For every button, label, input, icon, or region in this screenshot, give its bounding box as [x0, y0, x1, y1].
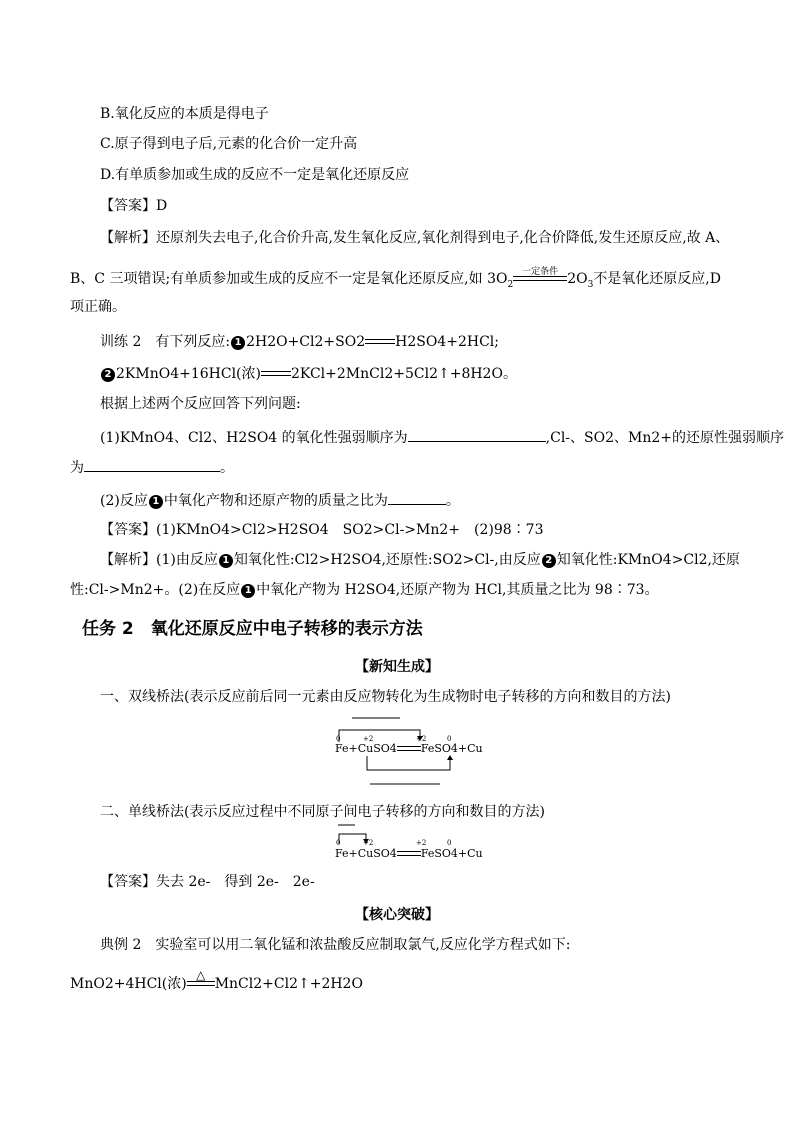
analysis-2-line2: 性:Cl->Mn2+。(2)在反应 1 中氧化产物为 H2SO4,还原产物为 HCl,其质量之比为 98∶73。: [70, 582, 659, 598]
analysis-1-line1: 【解析】还原剂失去电子,化合价升高,发生氧化反应,氧化剂得到电子,化合价降低,发生还原反应,故 A、: [100, 230, 730, 246]
answer-blank[interactable]: [408, 427, 546, 442]
double-bridge-diagram: [330, 712, 483, 790]
answer-value: D: [156, 198, 168, 214]
answer-label: 【答案】: [100, 198, 156, 214]
option-b: B.氧化反应的本质是得电子: [100, 106, 269, 122]
section-core: 【核心突破】: [355, 907, 439, 923]
oxidation-state: +2: [416, 735, 427, 743]
answer-1: [100, 197, 167, 215]
example-2-equation: MnO2+4HCl(浓) △ MnCl2+Cl2↑+2H2O: [70, 968, 363, 992]
example-2-intro: 典例 2 实验室可以用二氧化锰和浓盐酸反应制取氯气,反应化学方程式如下:: [100, 937, 571, 953]
training-2-line1: 训练 2 有下列反应: 1 2H2O+Cl2+SO2 H2SO4+2HCl;: [100, 334, 499, 350]
diagram-equation: Fe+CuSO4 FeSO4+Cu: [335, 742, 483, 755]
condition-label: 一定条件: [522, 267, 559, 277]
analysis-1-line2: B、C 三项错误;有单质参加或生成的反应不一定是氧化还原反应,如 $3O_2$ 一定条件 $2O_3$不是氧化还原反应,D: [70, 270, 721, 294]
answer-blank[interactable]: [84, 457, 220, 472]
option-c: C.原子得到电子后,元素的化合价一定升高: [100, 136, 358, 152]
oxidation-state: 0: [336, 735, 341, 743]
circled-number-2: 2: [101, 368, 115, 382]
question-1-cont: 为 。: [70, 457, 234, 477]
task-2-heading: 任务 2 氧化还原反应中电子转移的表示方法: [82, 619, 423, 639]
analysis-2-line1: 【解析】(1)由反应 1 知氧化性:Cl2>H2SO4,还原性:SO2>Cl-,由反应 2 知氧化性:KMnO4>Cl2,还原: [100, 552, 740, 568]
answer-2: 【答案】(1)KMnO4>Cl2>H2SO4 SO2>Cl->Mn2+ (2)98∶73: [100, 522, 544, 538]
diagram-equation: Fe+CuSO4 FeSO4+Cu: [335, 847, 483, 860]
question-1: (1)KMnO4、Cl2、H2SO4 的氧化性强弱顺序为 ,Cl-、SO2、Mn2+的还原性强弱顺序: [100, 427, 784, 447]
analysis-label: 【解析】: [100, 230, 156, 246]
oxidation-state: +2: [363, 735, 374, 743]
heat-symbol: △: [196, 968, 206, 982]
section-new-knowledge: 【新知生成】: [355, 659, 439, 675]
training-2-ask: 根据上述两个反应回答下列问题:: [100, 396, 301, 412]
analysis-1-line3: 项正确。: [70, 299, 126, 315]
method-1: 一、双线桥法(表示反应前后同一元素由反应物转化为生成物时电子转移的方向和数目的方法): [100, 689, 671, 705]
method-2: 二、单线桥法(表示反应过程中不同原子间电子转移的方向和数目的方法): [100, 804, 545, 820]
circled-number-1: 1: [231, 336, 245, 350]
single-bridge-diagram: 0 +2 +2 0 Fe+CuSO4 FeSO4+Cu: [330, 822, 470, 866]
training-2-line2: 2 2KMnO4+16HCl(浓) 2KCl+2MnCl2+5Cl2↑+8H2O。: [100, 365, 517, 383]
answer-blank[interactable]: [388, 490, 446, 505]
oxidation-state: 0: [447, 735, 452, 743]
question-2: (2)反应 1 中氧化产物和还原产物的质量之比为 。: [100, 490, 460, 510]
option-d: D.有单质参加或生成的反应不一定是氧化还原反应: [100, 167, 410, 183]
answer-3: 【答案】失去 2e- 得到 2e- 2e-: [100, 874, 315, 890]
